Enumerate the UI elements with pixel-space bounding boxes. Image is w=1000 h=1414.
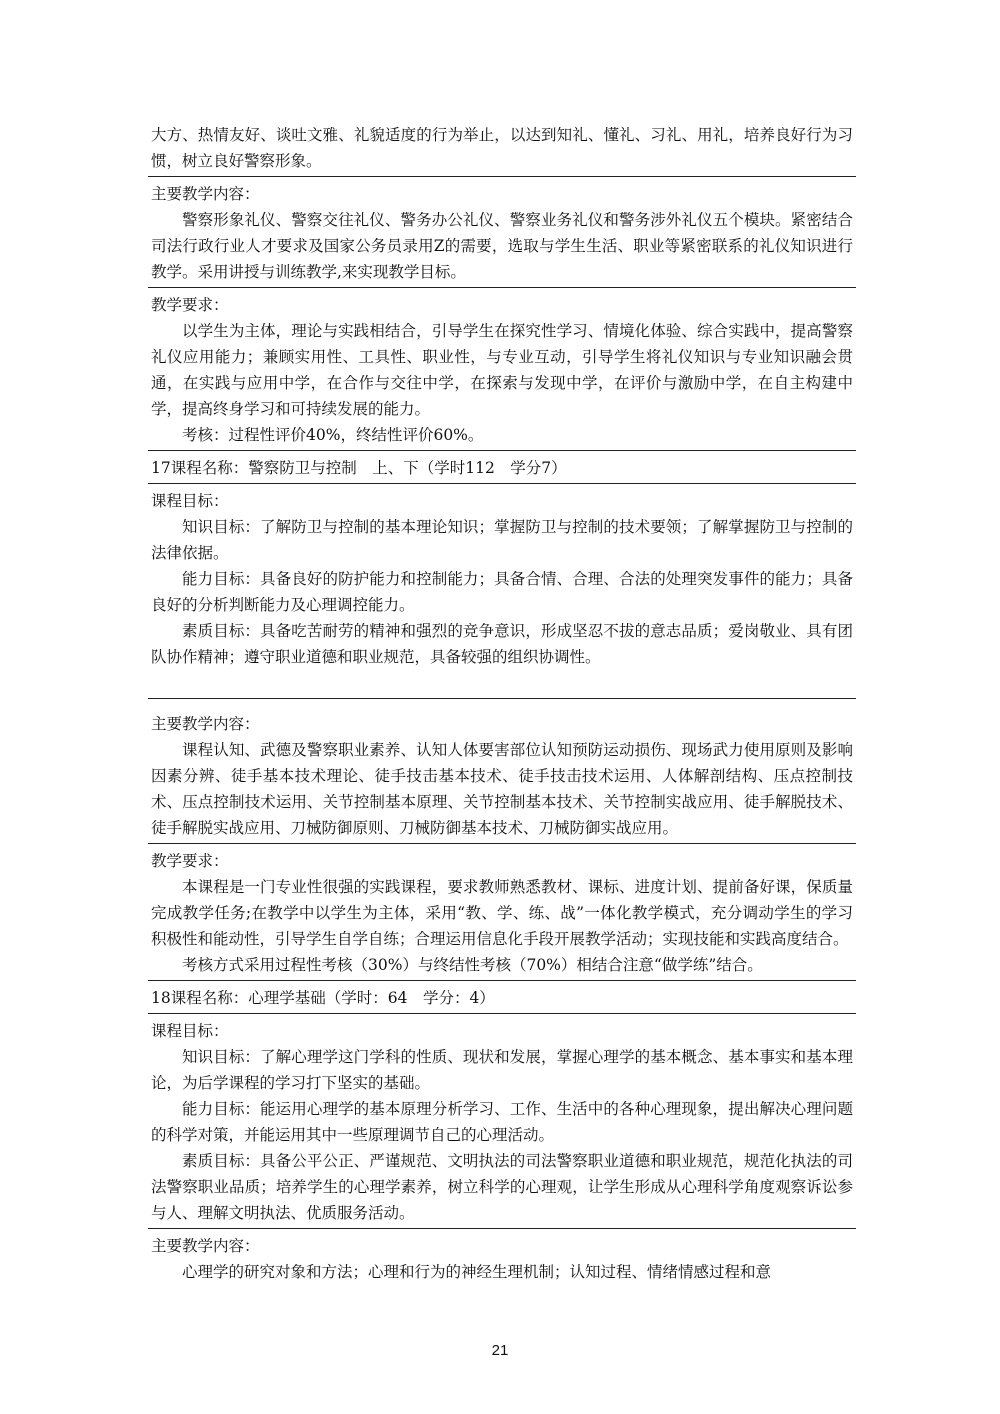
- paragraph: 素质目标：具备公平公正、严谨规范、文明执法的司法警察职业道德和职业规范，规范化执法的司法警察职业品质；培养学生的心理学素养，树立科学的心理观，让学生形成从心理科学角度观察诉讼参与人、理解文明执法、优质服务活动。: [151, 1152, 853, 1222]
- paragraph: 考核：过程性评价40%，终结性评价60%。: [182, 426, 484, 444]
- page-number: 21: [491, 1342, 509, 1359]
- section-heading: 课程目标：: [151, 1022, 229, 1040]
- teaching-requirements-block-16: [148, 287, 856, 450]
- blank-space: [151, 670, 853, 696]
- course-title: 18课程名称：心理学基础（学时：64 学分：4）: [151, 989, 495, 1007]
- teaching-content-block-18: [148, 1228, 856, 1287]
- paragraph: 能力目标：具备良好的防护能力和控制能力；具备合情、合理、合法的处理突发事件的能力；具备良好的分析判断能力及心理调控能力。: [151, 570, 853, 614]
- paragraph: 课程认知、武德及警察职业素养、认知人体要害部位认知预防运动损伤、现场武力使用原则及影响因素分辨、徒手基本技术理论、徒手技击基本技术、徒手技击技术运用、人体解剖结构、压点控制技术、压点控制技术运用、关节控制基本原理、关节控制基本技术、关节控制实战应用、徒手解脱技术、徒手解脱实战应用、刀械防御原则、刀械防御基本技术、刀械防御实战应用。: [151, 741, 853, 837]
- section-heading: 课程目标：: [151, 492, 229, 510]
- course-title: 17课程名称：警察防卫与控制 上、下（学时112 学分7）: [151, 459, 567, 477]
- document-body: [148, 118, 856, 1287]
- section-heading: 教学要求：: [151, 296, 229, 314]
- paragraph: 能力目标：能运用心理学的基本原理分析学习、工作、生活中的各种心理现象，提出解决心理问题的科学对策，并能运用其中一些原理调节自己的心理活动。: [151, 1100, 853, 1144]
- paragraph: 大方、热情友好、谈吐文雅、礼貌适度的行为举止，以达到知礼、懂礼、习礼、用礼，培养良好行为习惯，树立良好警察形象。: [151, 126, 853, 170]
- paragraph: 本课程是一门专业性很强的实践课程，要求教师熟悉教材、课标、进度计划、提前备好课，保质量完成教学任务;在教学中以学生为主体，采用“教、学、练、战”一体化教学模式，充分调动学生的学习积极性和能动性，引导学生自学自练；合理运用信息化手段开展教学活动；实现技能和实践高度结合。: [151, 878, 853, 948]
- teaching-requirements-block-17: [148, 843, 856, 980]
- course-title-18: [148, 980, 856, 1013]
- blank-space: [151, 703, 853, 711]
- course-goals-block-18: [148, 1013, 856, 1228]
- teaching-content-block-16: [148, 176, 856, 287]
- continuation-block: [148, 118, 856, 176]
- paragraph: 知识目标：了解防卫与控制的基本理论知识；掌握防卫与控制的技术要领；了解掌握防卫与控制的法律依据。: [151, 518, 853, 562]
- teaching-content-block-17: [148, 698, 856, 843]
- paragraph: 知识目标：了解心理学这门学科的性质、现状和发展，掌握心理学的基本概念、基本事实和基本理论，为后学课程的学习打下坚实的基础。: [151, 1048, 853, 1092]
- paragraph: 素质目标：具备吃苦耐劳的精神和强烈的竞争意识，形成坚忍不拔的意志品质；爱岗敬业、具有团队协作精神；遵守职业道德和职业规范，具备较强的组织协调性。: [151, 622, 853, 666]
- paragraph: 心理学的研究对象和方法；心理和行为的神经生理机制；认知过程、情绪情感过程和意: [182, 1263, 772, 1281]
- section-heading: 教学要求：: [151, 852, 229, 870]
- course-goals-block-17: [148, 483, 856, 698]
- paragraph: 以学生为主体，理论与实践相结合，引导学生在探究性学习、情境化体验、综合实践中，提高警察礼仪应用能力；兼顾实用性、工具性、职业性，与专业互动，引导学生将礼仪知识与专业知识融会贯通，在实践与应用中学，在合作与交往中学，在探索与发现中学，在评价与激励中学，在自主构建中学，提高终身学习和可持续发展的能力。: [151, 322, 853, 418]
- paragraph: 警察形象礼仪、警察交往礼仪、警务办公礼仪、警察业务礼仪和警务涉外礼仪五个模块。紧密结合司法行政行业人才要求及国家公务员录用Z的需要，选取与学生生活、职业等紧密联系的礼仪知识进行教学。采用讲授与训练教学,来实现教学目标。: [151, 211, 853, 281]
- section-heading: 主要教学内容：: [151, 1237, 260, 1255]
- course-title-17: [148, 450, 856, 483]
- section-heading: 主要教学内容：: [151, 715, 260, 733]
- section-heading: 主要教学内容：: [151, 185, 260, 203]
- paragraph: 考核方式采用过程性考核（30%）与终结性考核（70%）相结合注意“做学练”结合。: [182, 956, 763, 974]
